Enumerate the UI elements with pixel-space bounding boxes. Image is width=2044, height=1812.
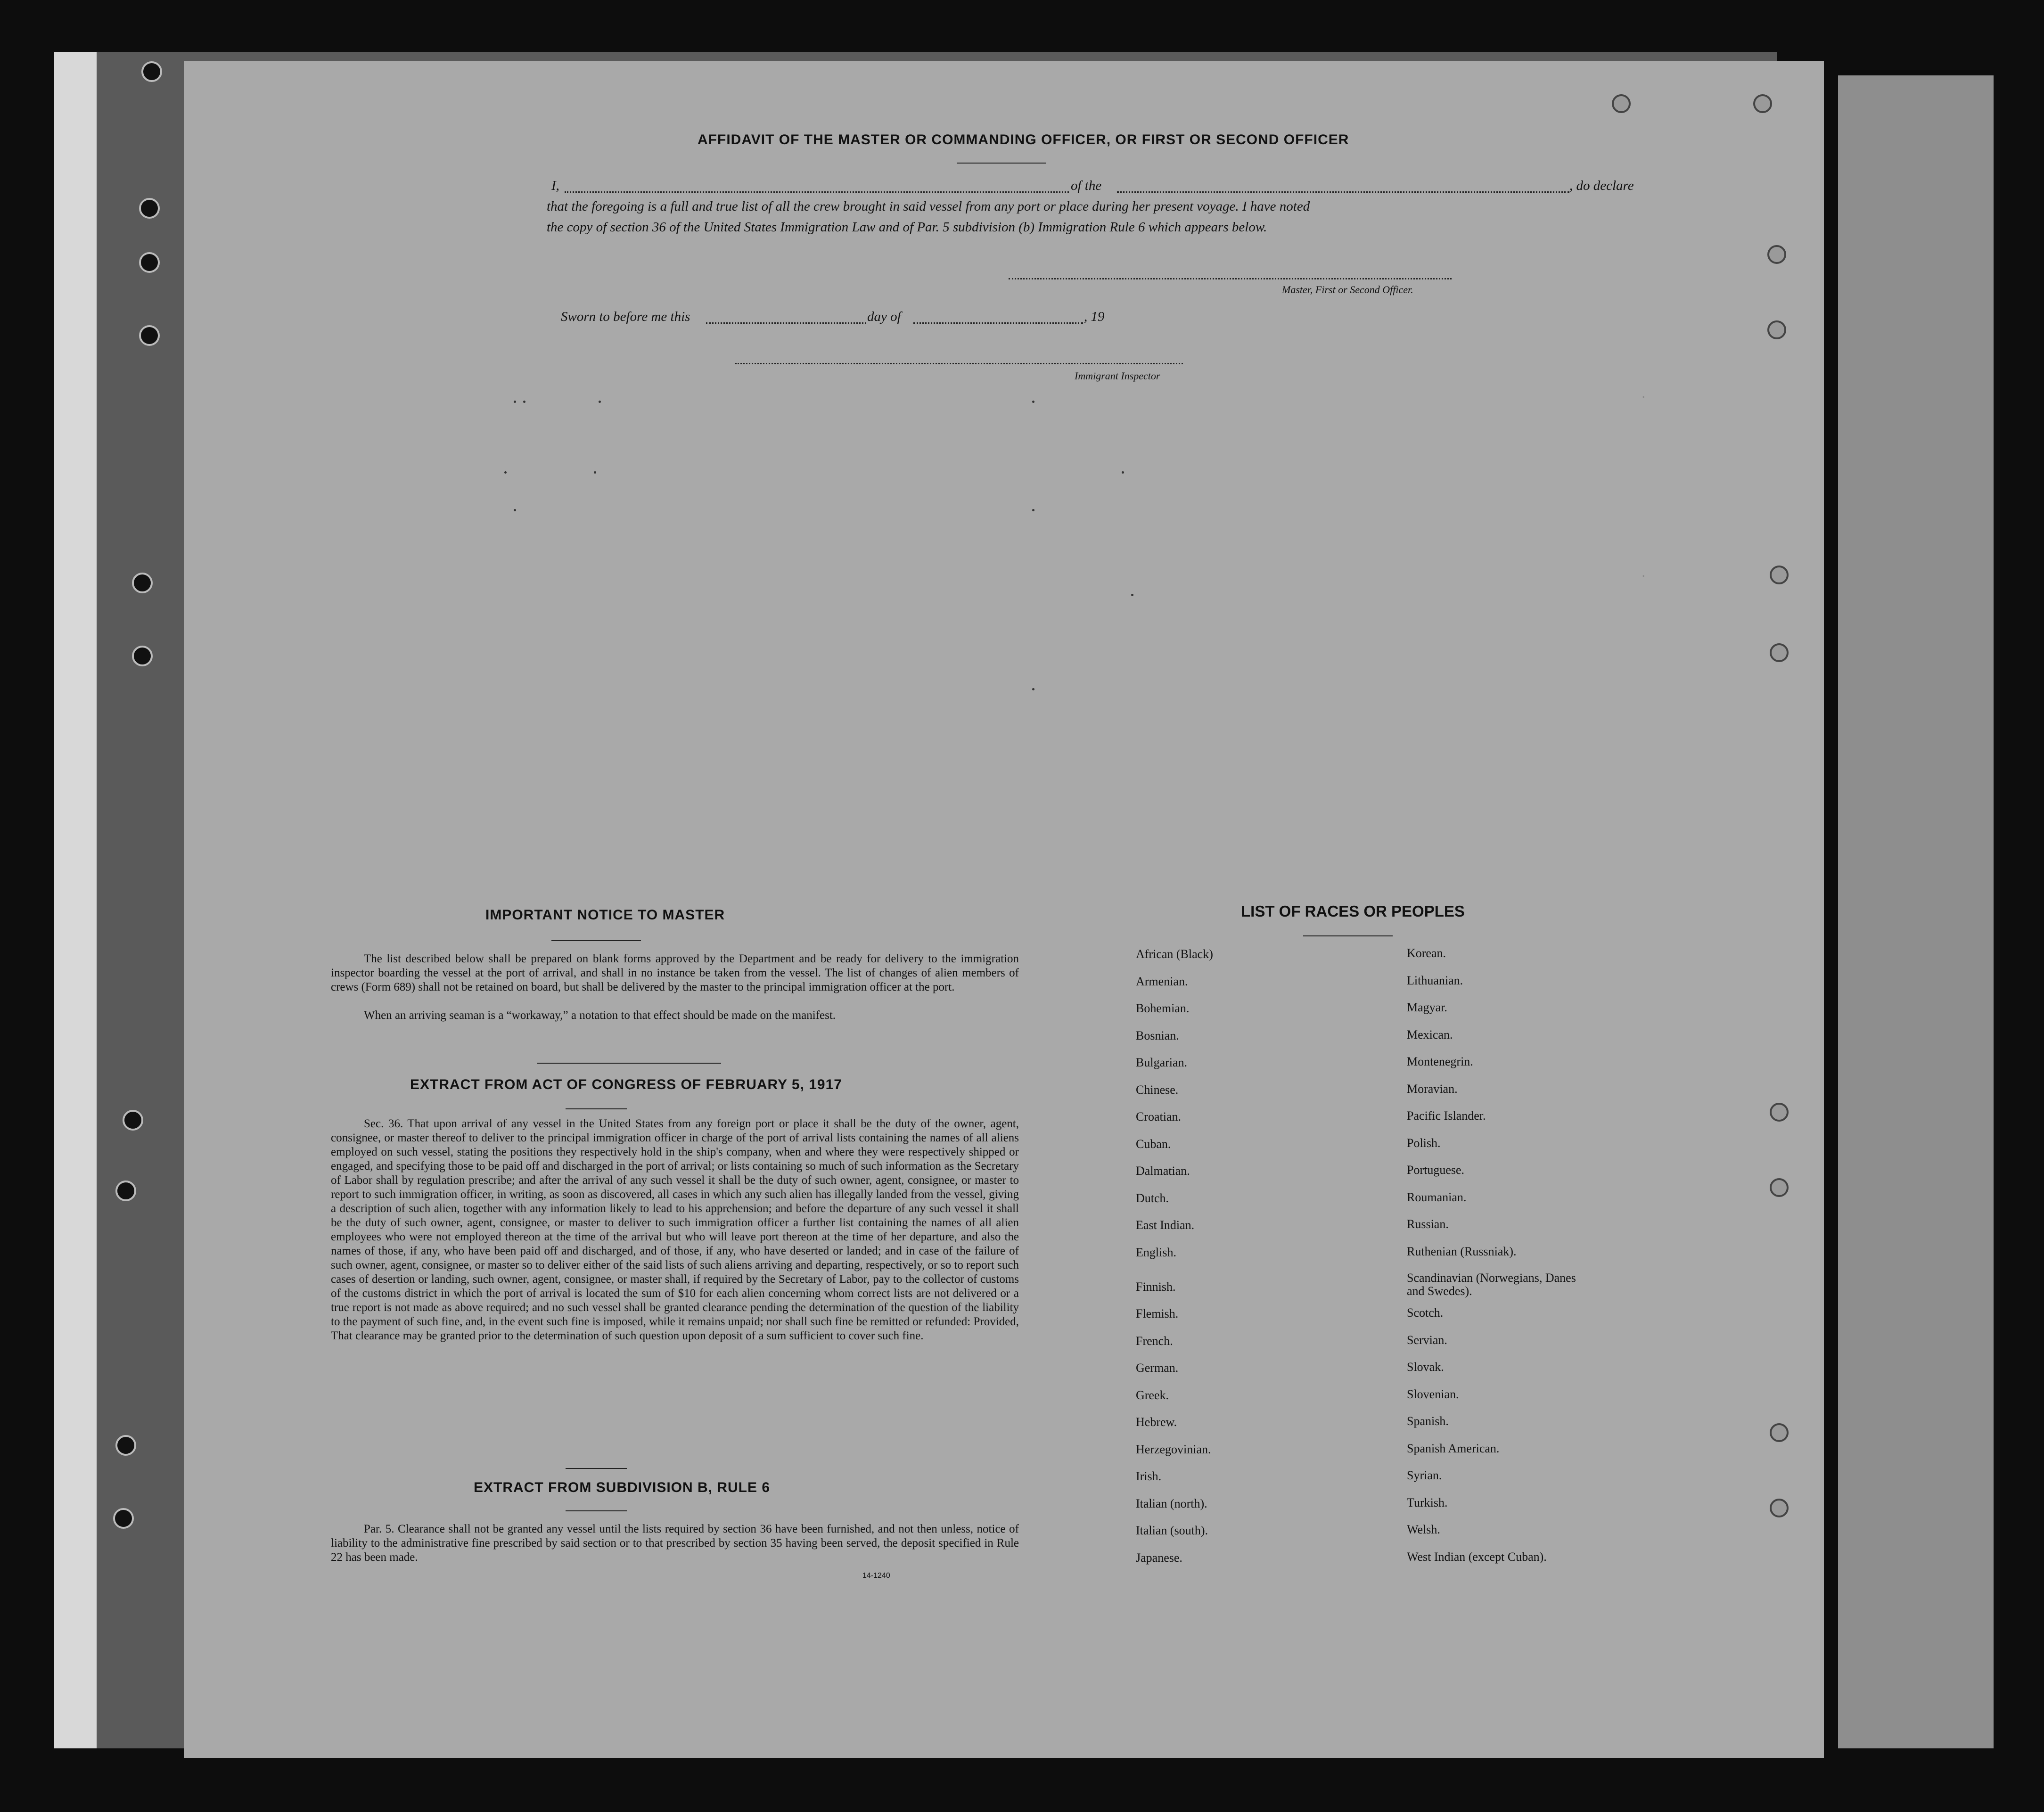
extract-act-title: EXTRACT FROM ACT OF CONGRESS OF FEBRUARY 5, 1917 <box>410 1077 842 1092</box>
race-item: West Indian (except Cuban). <box>1407 1550 1547 1564</box>
form-number: 14-1240 <box>862 1572 890 1580</box>
ink-fleck <box>599 401 601 403</box>
race-item: Scandinavian (Norwegians, Danes and Swedes). <box>1407 1271 1576 1298</box>
bleed-through: · <box>1640 391 1647 404</box>
ink-fleck <box>504 471 507 474</box>
race-item: Italian (south). <box>1136 1524 1208 1537</box>
affidavit-title: AFFIDAVIT OF THE MASTER OR COMMANDING OFFICER, OR FIRST OR SECOND OFFICER <box>698 132 1349 148</box>
race-item: Syrian. <box>1407 1468 1442 1482</box>
punch-hole <box>1770 1103 1789 1122</box>
race-item: Lithuanian. <box>1407 973 1463 987</box>
sworn-day-field[interactable] <box>706 322 866 324</box>
binder-hole <box>115 1435 136 1456</box>
race-item: Korean. <box>1407 946 1446 960</box>
races-title: LIST OF RACES OR PEOPLES <box>1241 902 1465 920</box>
bleed-through: · <box>1640 570 1647 583</box>
binder-hole <box>132 573 153 593</box>
race-item: East Indian. <box>1136 1218 1195 1232</box>
race-item: Armenian. <box>1136 974 1188 988</box>
race-item: Dutch. <box>1136 1191 1169 1205</box>
race-item: Herzegovinian. <box>1136 1442 1211 1456</box>
binder-hole <box>139 325 160 346</box>
race-item: Mexican. <box>1407 1027 1453 1041</box>
notice-paragraph-2: When an arriving seaman is a “workaway,” a notation to that effect should be made on the manifest. <box>364 1009 836 1022</box>
race-item: Bosnian. <box>1136 1028 1179 1042</box>
declarant-label: I, <box>551 178 559 193</box>
race-item: Japanese. <box>1136 1550 1182 1565</box>
title-rule <box>957 163 1046 164</box>
binder-hole <box>123 1110 143 1131</box>
punch-hole <box>1770 643 1789 662</box>
race-item: Spanish. <box>1407 1414 1449 1428</box>
ink-fleck <box>594 471 596 474</box>
race-item: Montenegrin. <box>1407 1055 1473 1068</box>
extract-rule-text: Par. 5. Clearance shall not be granted any vessel until the lists required by section 36 have been furnished, and not then unless, notice of liability to the administrative fine prescribed by said section or to that prescribed by section 35 having been served, the deposit specified in Rule 22 has been made. <box>331 1523 1019 1564</box>
binder-hole <box>139 198 160 219</box>
affidavit-text-line-3: the copy of section 36 of the United States Immigration Law and of Par. 5 subdivision (b) Immigration Rule 6 which appears below. <box>547 220 1267 235</box>
binder-hole <box>132 646 153 666</box>
day-of-label: day of <box>867 309 901 324</box>
race-item: Roumanian. <box>1407 1190 1467 1204</box>
race-item: Pacific Islander. <box>1407 1109 1486 1123</box>
race-item: Welsh. <box>1407 1523 1440 1536</box>
race-item: African (Black) <box>1136 947 1213 961</box>
race-item: English. <box>1136 1245 1176 1259</box>
manifest-page <box>184 61 1824 1758</box>
race-item: Hebrew. <box>1136 1415 1177 1429</box>
race-item: Croatian. <box>1136 1110 1182 1123</box>
ink-fleck <box>1122 471 1124 474</box>
binder-hole <box>115 1181 136 1201</box>
race-item: Slovenian. <box>1407 1387 1459 1401</box>
adjacent-page-edge <box>1838 75 1994 1748</box>
race-item: Slovak. <box>1407 1360 1444 1374</box>
race-item: Flemish. <box>1136 1307 1179 1320</box>
race-item: Turkish. <box>1407 1495 1448 1509</box>
binder-hole <box>139 252 160 273</box>
ink-fleck <box>1032 401 1034 403</box>
vessel-name-field[interactable] <box>1117 191 1569 193</box>
ink-fleck <box>514 401 516 403</box>
race-item: German. <box>1136 1361 1179 1375</box>
ink-fleck <box>1131 594 1133 596</box>
punch-hole <box>1612 94 1631 113</box>
vessel-label: of the <box>1071 178 1102 193</box>
race-item: Portuguese. <box>1407 1163 1465 1177</box>
ink-fleck <box>1032 688 1034 690</box>
declarant-name-field[interactable] <box>565 191 1069 193</box>
race-item: Irish. <box>1136 1469 1162 1483</box>
notice-paragraph-1: The list described below shall be prepared on blank forms approved by the Department and be ready for delivery to the immigration inspector boarding the vessel at the port of arrival, and shall in no instance be taken from the vessel. The list of changes of alien members of crews (Form 689) shall not be retained on board, but shall be delivered by the master to the principal immigration officer at the port. <box>331 952 1019 993</box>
section-divider <box>537 1063 721 1064</box>
ink-fleck <box>523 401 525 403</box>
race-item: Magyar. <box>1407 1000 1447 1014</box>
punch-hole <box>1770 566 1789 584</box>
master-signature-label: Master, First or Second Officer. <box>1282 284 1413 295</box>
races-rule <box>1303 935 1393 936</box>
punch-hole <box>1767 320 1786 339</box>
punch-hole <box>1770 1499 1789 1517</box>
race-item: Bulgarian. <box>1136 1056 1188 1069</box>
race-item: Spanish American. <box>1407 1441 1500 1455</box>
race-item: Chinese. <box>1136 1082 1179 1097</box>
master-signature-field[interactable] <box>1009 278 1452 279</box>
extract-rule-rule <box>566 1510 627 1511</box>
race-item: Servian. <box>1407 1333 1447 1347</box>
race-item: Dalmatian. <box>1136 1164 1190 1178</box>
race-item: Finnish. <box>1136 1279 1176 1294</box>
punch-hole <box>1767 245 1786 264</box>
binder-hole <box>141 61 162 82</box>
notice-rule <box>551 940 641 941</box>
declare-label: , do declare <box>1569 178 1634 193</box>
punch-hole <box>1770 1423 1789 1442</box>
section-divider <box>566 1468 627 1469</box>
ink-fleck <box>514 509 516 511</box>
race-item: Scotch. <box>1407 1306 1444 1320</box>
sworn-label: Sworn to before me this <box>561 309 690 324</box>
sworn-month-field[interactable] <box>913 322 1083 324</box>
race-item: Bohemian. <box>1136 1001 1190 1015</box>
extract-act-rule <box>566 1108 627 1109</box>
race-item: Greek. <box>1136 1388 1169 1402</box>
race-item: Russian. <box>1407 1217 1449 1231</box>
race-item: Polish. <box>1407 1136 1441 1150</box>
inspector-signature-field[interactable] <box>735 363 1183 364</box>
year-label: , 19 <box>1084 309 1105 324</box>
affidavit-text-line-2: that the foregoing is a full and true list of all the crew brought in said vessel from any port or place during her present voyage. I have noted <box>547 199 1310 214</box>
race-item: Italian (north). <box>1136 1496 1207 1510</box>
extract-act-text: Sec. 36. That upon arrival of any vessel in the United States from any foreign port or place it shall be the duty of the owner, agent, consignee, or master thereof to deliver to the principal immigration officer in charge of the port of arrival lists containing the names of all aliens employed on such vessel, stating the positions they respectively hold in the ship's company, when and where they were respectively shipped or engaged, and specifying those to be paid off and discharged in the port of arrival; or lists containing so much of such information as the Secretary of Labor shall by regulation prescribe; and after the arrival of any such vessel it shall be the duty of such owner, agent, consignee, or master to report to such immigration officer, in writing, as soon as discovered, all cases in which any such alien has illegally landed from the vessel, giving a description of such alien, together with any information likely to lead to his apprehension; and before the departure of any such vessel it shall be the duty of such owner, agent, consignee, or master to deliver to such immigration officer a further list containing the names of all alien employees who were not employed thereon at the time of the arrival but who will leave port thereon at the time of her departure, and also the names of those, if any, who have been paid off and discharged, and of those, if any, who have deserted or landed; and in case of the failure of such owner, agent, consignee, or master so to deliver either of the said lists of such aliens arriving and departing, respectively, or so to report such cases of desertion or landing, such owner, agent, consignee, or master shall, if required by the Secretary of Labor, pay to the collector of customs of the customs district in which the port of arrival is located the sum of $10 for each alien concerning whom correct lists are not delivered or a true report is not made as above required; and no such vessel shall be granted clearance pending the determination of the question of the liability to the payment of such fine, and, in the event such fine is imposed, while it remains unpaid; nor shall such fine be remitted or refunded: Provided, That clearance may be granted prior to the determination of such question upon deposit of a sum sufficient to cover such fine. <box>331 1117 1019 1342</box>
punch-hole <box>1753 94 1772 113</box>
race-item: Ruthenian (Russniak). <box>1407 1244 1517 1258</box>
ink-fleck <box>1032 509 1034 511</box>
punch-hole <box>1770 1178 1789 1197</box>
race-item: Moravian. <box>1407 1082 1458 1096</box>
binder-hole <box>113 1508 134 1529</box>
race-item: Cuban. <box>1136 1137 1171 1151</box>
inspector-label: Immigrant Inspector <box>1075 370 1160 382</box>
race-item: French. <box>1136 1334 1173 1348</box>
extract-rule-title: EXTRACT FROM SUBDIVISION B, RULE 6 <box>474 1480 771 1495</box>
binding-strip <box>54 52 97 1748</box>
notice-title: IMPORTANT NOTICE TO MASTER <box>485 907 725 923</box>
